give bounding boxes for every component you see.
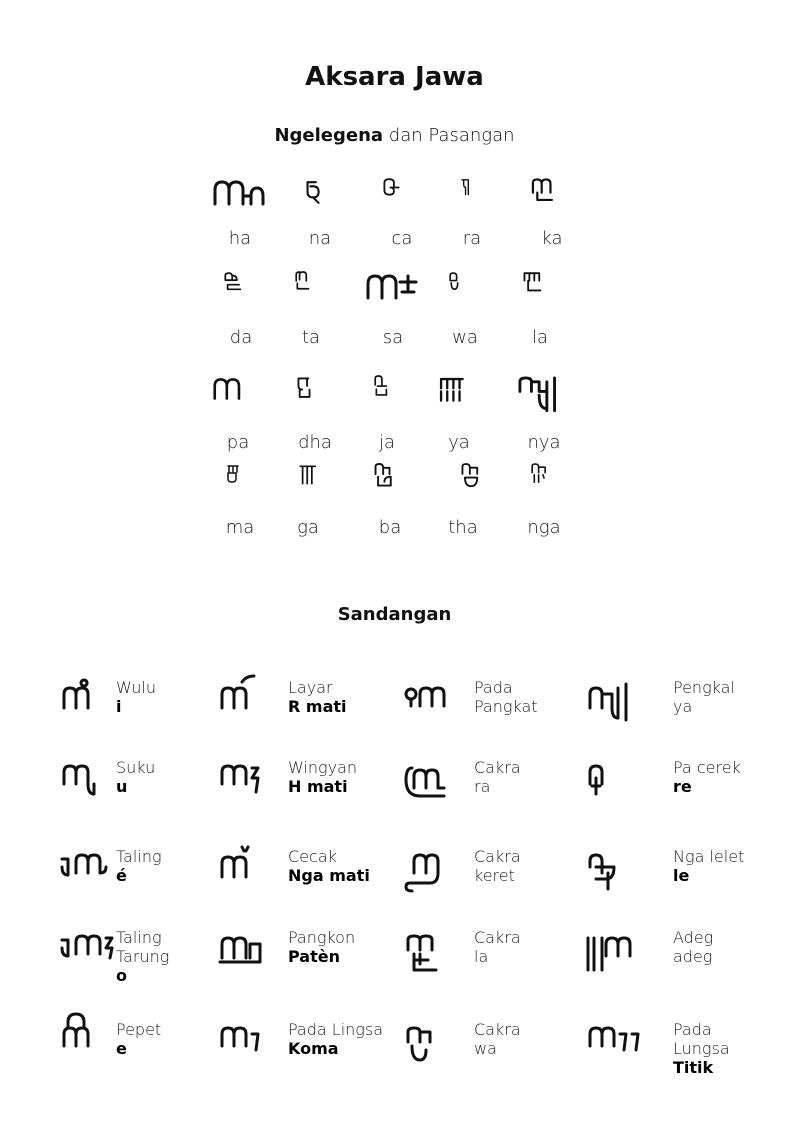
aksara-latin-label: ha	[228, 228, 252, 249]
sandangan-desc-line: u	[116, 777, 128, 796]
sandangan-name-line: Taling	[116, 928, 162, 947]
sandangan-wingyan-icon	[216, 750, 270, 806]
aksara-latin-label: sa	[382, 327, 404, 348]
sandangan-desc-line: o	[116, 966, 127, 985]
sandangan-name-line: ya	[673, 697, 693, 716]
section-ngelegena-heading	[0, 125, 789, 146]
aksara-latin-label: na	[308, 228, 332, 249]
sandangan-name-line: Lungsa	[673, 1039, 730, 1058]
sandangan-nga-lelet-label	[673, 847, 744, 885]
aksara-ya-glyph	[438, 376, 482, 437]
sandangan-name-line: Taling	[116, 847, 162, 866]
sandangan-desc-line: H mati	[288, 777, 348, 796]
sandangan-name-line: Cecak	[288, 847, 337, 866]
aksara-sa-glyph	[366, 272, 422, 332]
sandangan-name-line: adeg	[673, 947, 713, 966]
sandangan-desc-line: Patèn	[288, 947, 340, 966]
sandangan-name-line: Cakra	[474, 758, 521, 777]
aksara-tha-glyph	[460, 464, 496, 522]
sandangan-name-line: ra	[474, 777, 491, 796]
sandangan-name-line: Wingyan	[288, 758, 358, 777]
sandangan-name-line: Pangkat	[474, 697, 538, 716]
sandangan-name-line: keret	[474, 866, 515, 885]
aksara-latin-label: ka	[541, 228, 563, 249]
aksara-la-glyph	[522, 272, 558, 332]
sandangan-name-line: Pada	[673, 1020, 712, 1039]
aksara-latin-label: nya	[527, 432, 561, 453]
sandangan-suku-icon	[58, 750, 106, 806]
aksara-ca-glyph	[382, 178, 417, 232]
sandangan-desc-line: Nga mati	[288, 866, 370, 885]
sandangan-taling-tarung-icon	[58, 920, 106, 976]
aksara-ta-glyph	[294, 272, 327, 332]
aksara-latin-label: ra	[462, 228, 482, 249]
sandangan-name-line: Tarung	[116, 947, 170, 966]
sandangan-pengkal-ya-label	[673, 678, 735, 716]
sandangan-name-line: Wulu	[116, 678, 156, 697]
sandangan-pada-lingsa-icon	[216, 1012, 270, 1068]
sandangan-pada-lingsa-label	[288, 1020, 383, 1058]
sandangan-desc-line: R mati	[288, 697, 347, 716]
aksara-da-glyph	[223, 272, 257, 332]
sandangan-cakra-la-icon	[402, 920, 462, 976]
aksara-ma-glyph	[226, 464, 256, 522]
sandangan-cecak-label	[288, 847, 370, 885]
aksara-latin-label: ya	[448, 432, 470, 453]
aksara-latin-label: la	[531, 327, 549, 348]
sandangan-pepet-label	[116, 1020, 161, 1058]
sandangan-wulu-label	[116, 678, 156, 716]
sandangan-name-line: Pa cerek	[673, 758, 741, 777]
sandangan-cakra-wa-icon	[402, 1012, 462, 1068]
sandangan-adeg-adeg-label	[673, 928, 713, 966]
aksara-latin-label: ta	[301, 327, 321, 348]
sandangan-name-line: Pepet	[116, 1020, 162, 1039]
subtitle-rest: dan Pasangan	[383, 125, 515, 146]
sandangan-pada-lungsa-icon	[584, 1012, 642, 1068]
sandangan-cakra-ra-label	[474, 758, 521, 796]
sandangan-nga-lelet-icon	[584, 839, 642, 895]
aksara-dha-glyph	[296, 376, 332, 437]
aksara-latin-label: ga	[297, 517, 319, 538]
sandangan-pepet-icon	[58, 1012, 106, 1068]
page-title: Aksara Jawa	[305, 62, 484, 92]
sandangan-name-line: Pada Lingsa	[288, 1020, 384, 1039]
sandangan-taling-tarung-label	[116, 928, 169, 985]
sandangan-suku-label	[116, 758, 155, 796]
aksara-ga-glyph	[298, 464, 332, 522]
sandangan-name-line: wa	[474, 1039, 497, 1058]
sandangan-layar-label	[288, 678, 347, 716]
aksara-latin-label: pa	[226, 432, 250, 453]
sandangan-name-line: Pada	[474, 678, 513, 697]
aksara-latin-label: ja	[378, 432, 396, 453]
aksara-nga-glyph	[530, 464, 562, 522]
sandangan-name-line: Cakra	[474, 928, 521, 947]
aksara-latin-label: tha	[448, 517, 478, 538]
sandangan-desc-line: i	[116, 697, 122, 716]
sandangan-cakra-wa-label	[474, 1020, 521, 1058]
aksara-latin-label: wa	[452, 327, 478, 348]
aksara-wa-glyph	[448, 272, 480, 332]
aksara-ra-glyph	[460, 178, 488, 232]
sandangan-name-line: Suku	[116, 758, 156, 777]
sandangan-cakra-keret-icon	[402, 839, 462, 895]
sandangan-pa-cerek-label	[673, 758, 741, 796]
sandangan-pangkon-icon	[216, 920, 270, 976]
section-sandangan-heading: Sandangan	[337, 604, 452, 625]
sandangan-name-line: Nga lelet	[673, 847, 745, 866]
sandangan-name-line: la	[474, 947, 489, 966]
sandangan-cakra-la-label	[474, 928, 521, 966]
aksara-latin-label: ma	[225, 517, 255, 538]
aksara-latin-label: dha	[298, 432, 332, 453]
sandangan-name-line: Cakra	[474, 847, 521, 866]
sandangan-cakra-keret-label	[474, 847, 521, 885]
sandangan-name-line: Adeg	[673, 928, 714, 947]
aksara-na-glyph	[302, 178, 342, 232]
sandangan-pada-pangkat-icon	[402, 670, 462, 726]
sandangan-taling-label	[116, 847, 162, 885]
aksara-ja-glyph	[373, 376, 406, 437]
aksara-latin-label: ca	[391, 228, 413, 249]
sandangan-cakra-ra-icon	[402, 750, 462, 806]
sandangan-name-line: Layar	[288, 678, 333, 697]
aksara-ha-glyph	[213, 178, 272, 232]
sandangan-pada-lungsa-label	[673, 1020, 730, 1077]
sandangan-wulu-icon	[58, 670, 106, 726]
aksara-latin-label: ba	[378, 517, 402, 538]
sandangan-desc-line: é	[116, 866, 127, 885]
aksara-nya-glyph	[518, 376, 572, 437]
sandangan-desc-line: Koma	[288, 1039, 339, 1058]
sandangan-pengkal-ya-icon	[584, 670, 642, 726]
sandangan-adeg-adeg-icon	[584, 920, 642, 976]
sandangan-cecak-icon	[216, 839, 270, 895]
sandangan-name-line: Cakra	[474, 1020, 521, 1039]
sandangan-layar-icon	[216, 670, 270, 726]
sandangan-desc-line: re	[673, 777, 692, 796]
sandangan-pangkon-label	[288, 928, 355, 966]
sandangan-taling-icon	[58, 839, 106, 895]
sandangan-wingyan-label	[288, 758, 357, 796]
sandangan-desc-line: e	[116, 1039, 127, 1058]
aksara-pa-glyph	[213, 376, 262, 437]
aksara-ka-glyph	[530, 178, 572, 232]
aksara-latin-label: da	[229, 327, 253, 348]
sandangan-desc-line: le	[673, 866, 690, 885]
sandangan-desc-line: Titik	[673, 1058, 714, 1077]
sandangan-pa-cerek-icon	[584, 750, 642, 806]
sandangan-name-line: Pangkon	[288, 928, 356, 947]
aksara-ba-glyph	[373, 464, 410, 522]
subtitle-bold: Ngelegena	[274, 125, 384, 146]
sandangan-name-line: Pengkal	[673, 678, 735, 697]
aksara-latin-label: nga	[527, 517, 561, 538]
sandangan-pada-pangkat-label	[474, 678, 538, 716]
